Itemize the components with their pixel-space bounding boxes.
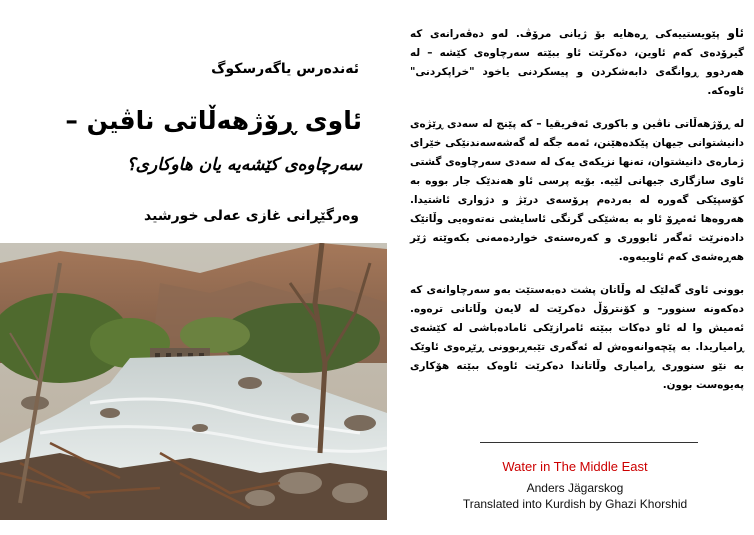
body-text-panel: [410, 24, 744, 409]
cover-photo-river: [0, 243, 387, 520]
cover-subtitle: سەرچاوەی کێشەیە یان هاوکاری؟: [126, 155, 362, 175]
paragraph-2: [410, 115, 744, 267]
english-translator: Translated into Kurdish by Ghazi Khorshid: [462, 497, 688, 511]
paragraph-text: لە ڕۆژهەڵاتی ناڤین و باکوری ئەفریقیا – کە پێنج لە سەدی ڕێژەی دانیشتوانی جیهان پێکدەهێنن، ئەمە جگە لە گەشەسەندنێکی خێرای ژمارەی دانیشتوان، تەنها نزیکەی یەک لە سەدی سەرچاوەی گشتی ئاوی سازگاری جیهانی لێیە. بۆیە پرسی ئاو هەندێک جار بووە بە کۆسپێکی گەورە لە بەردەم پرۆسەی درێژ و دژواری ئاشتیدا. هەروەها ئەمڕۆ ئاو بە بەشێکی گرنگی ئاسایشی نەتەوەیی وڵاتێک دادەنرێت ئەگەر ئابووری و کەرەستەی خواردەمەنی بکەوێتە ژێر هەڕەشەی کەم ئاوییەوە.: [410, 118, 744, 263]
cover-title: ئاوی ڕۆژهەڵاتی ناڤین –: [65, 106, 362, 135]
paragraph-3: [410, 281, 744, 395]
divider-line: [480, 442, 698, 443]
cover-author: ئەندەرس یاگەرسکوگ: [211, 61, 359, 77]
english-author: Anders Jägarskog: [526, 481, 624, 495]
paragraph-lead-word: ئاو: [727, 26, 744, 40]
english-title: Water in The Middle East: [502, 459, 648, 474]
paragraph-1: [410, 24, 744, 101]
paragraph-text: بوونی ئاوی گەلێک لە وڵاتان پشت دەبەستێت بەو سەرچاوانەی کە دەکەونە سنوور– و کۆنترۆڵ دەکرێت لە لایەن وڵاتانی ترەوە. ئەمیش وا لە ئاو دەکات ببێتە ئامرازێکی ئامادەباشی لە کێشەی ڕامیاریدا. بە پێچەوانەوەش لە ئەگەری تێبەڕبوونی ڕێڕەوی ئاوێک بە نێو سنووری ڕامیاری وڵاتاندا دەکرێت ئاوەک ببێتە هۆکاری پەیوەست بوون.: [410, 284, 744, 391]
cover-translator: وەرگێڕانی غازی عەلی خورشید: [144, 208, 359, 224]
paragraph-text: پێویستییەکی ڕەهایە بۆ ژیانی مرۆڤ. لەو دەڤەرانەی کە گیرۆدەی کەم ئاوین، دەکرێت ئاو ببێتە سەرچاوەی کێشە – لە هەردوو ڕوانگەی دابەشکردن و پیسکردنی یاخود "خراپکردنی" ئاوەکە.: [410, 28, 744, 97]
